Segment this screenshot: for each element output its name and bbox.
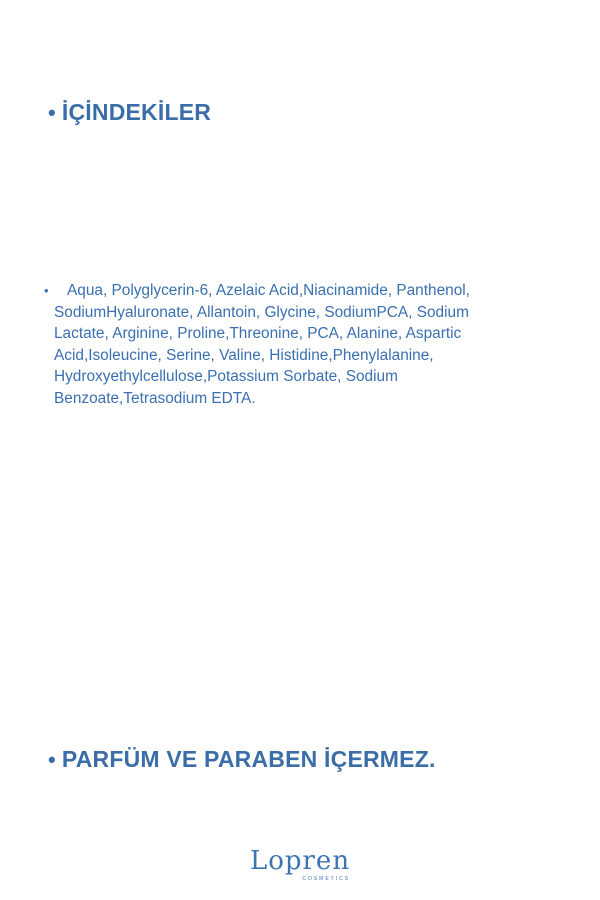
ingredients-bullet: • xyxy=(44,283,49,298)
ingredients-heading-text: İÇİNDEKİLER xyxy=(61,99,212,125)
ingredients-text: Aqua, Polyglycerin-6, Azelaic Acid,Niacinamide, Panthenol, SodiumHyaluronate, Allantoin, Glycine, SodiumPCA, Sodium Lactate, Arginine, Proline,Threonine, PCA, Alanine, Aspartic Acid,Isoleucine, Serine, Valine, Histidine,Phenylalanine, Hydroxyethylcellulose,Potassium Sorbate, Sodium Benzoate,Tetrasodium EDTA. xyxy=(54,282,470,407)
free-of-heading-text: PARFÜM VE PARABEN İÇERMEZ. xyxy=(61,746,436,772)
free-of-heading xyxy=(48,746,436,773)
heading-bullet: • xyxy=(48,99,56,125)
ingredients-list xyxy=(44,280,524,410)
heading-bullet: • xyxy=(48,746,56,772)
brand-name: Lopren xyxy=(249,846,351,876)
ingredients-heading xyxy=(48,99,211,126)
brand-wordmark xyxy=(249,846,351,882)
brand-subtitle: COSMETICS xyxy=(302,876,351,882)
brand-logo xyxy=(0,846,600,882)
